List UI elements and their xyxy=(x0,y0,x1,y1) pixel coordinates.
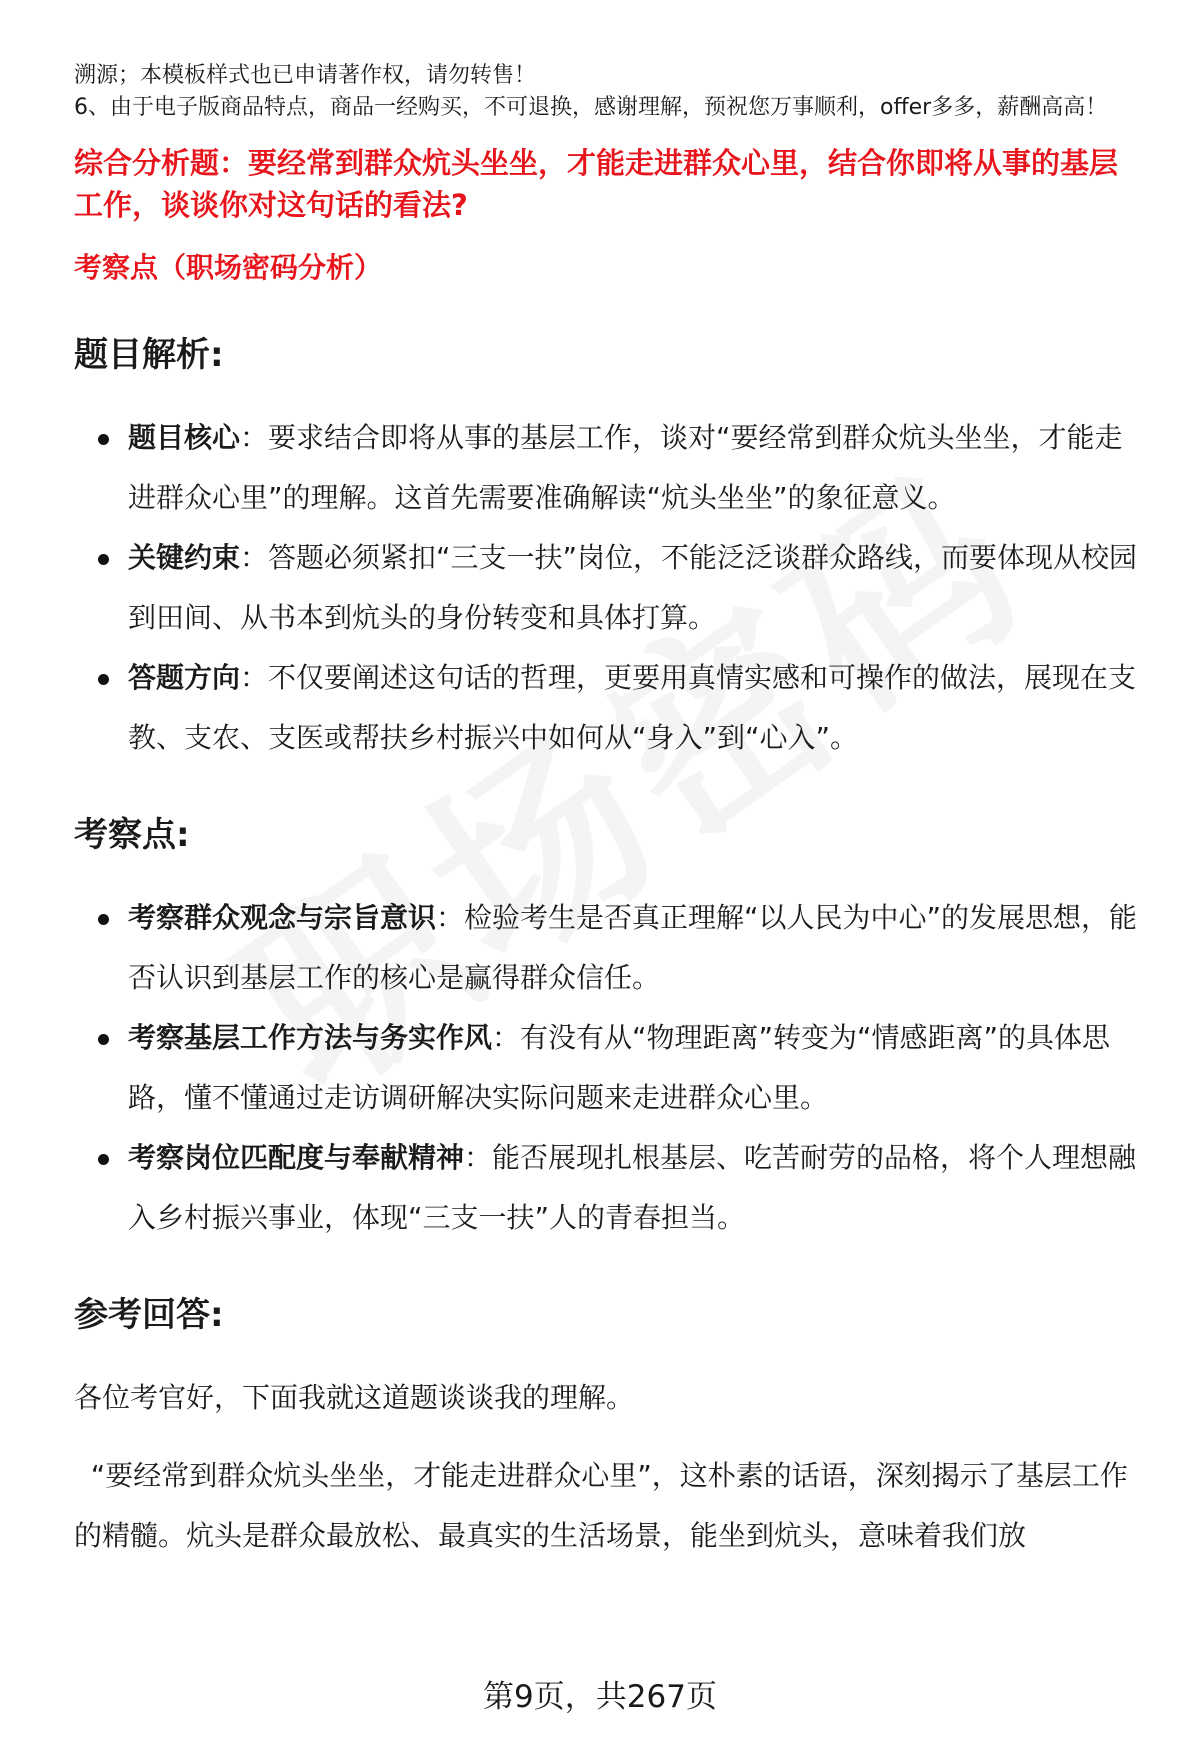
notice-line: 6、由于电子版商品特点，商品一经购买，不可退换，感谢理解，预祝您万事顺利，offer多多，薪酬高高！ xyxy=(74,95,1108,120)
item-label: 考察群众观念与宗旨意识 xyxy=(128,901,437,934)
question-title: 综合分析题：要经常到群众炕头坐坐，才能走进群众心里，结合你即将从事的基层工作，谈谈你对这句话的看法? xyxy=(74,146,1119,222)
bullet-icon xyxy=(98,1034,109,1045)
item-text: ：有没有从“物理距离”转变为“情感距离”的具体思路，懂不懂通过走访调研解决实际问题来走进群众心里。 xyxy=(128,1021,1111,1114)
question-subtitle: 考察点（职场密码分析） xyxy=(74,251,383,284)
list-item xyxy=(74,408,1146,528)
item-label: 题目核心 xyxy=(128,421,241,454)
bullet-icon xyxy=(98,914,109,925)
answer-paragraph: “要经常到群众炕头坐坐，才能走进群众心里”，这朴素的话语，深刻揭示了基层工作的精髓。炕头是群众最放松、最真实的生活场景，能坐到炕头，意味着我们放 xyxy=(74,1459,1128,1552)
bullet-icon xyxy=(98,434,109,445)
list-item xyxy=(74,888,1146,1008)
item-text: ：检验考生是否真正理解“以人民为中心”的发展思想，能否认识到基层工作的核心是赢得群众信任。 xyxy=(128,901,1138,994)
bullet-icon xyxy=(98,1154,109,1165)
section-heading-points: 考察点: xyxy=(74,815,190,855)
list-item xyxy=(74,1008,1146,1128)
item-label: 答题方向 xyxy=(128,661,241,694)
page-content xyxy=(74,0,1146,1566)
list-item xyxy=(74,648,1146,768)
answer-paragraph: 各位考官好，下面我就这道题谈谈我的理解。 xyxy=(74,1381,635,1414)
bullet-icon xyxy=(98,554,109,565)
section-heading-answer: 参考回答: xyxy=(74,1295,224,1335)
analysis-list xyxy=(74,408,1146,768)
item-text: ：要求结合即将从事的基层工作，谈对“要经常到群众炕头坐坐，才能走进群众心里”的理解。这首先需要准确解读“炕头坐坐”的象征意义。 xyxy=(128,421,1123,514)
bullet-icon xyxy=(98,674,109,685)
item-label: 考察基层工作方法与务实作风 xyxy=(128,1021,493,1054)
page-number: 第9页，共267页 xyxy=(483,1679,717,1715)
item-label: 关键约束 xyxy=(128,541,241,574)
section-heading-analysis: 题目解析: xyxy=(74,335,224,375)
item-text: ：不仅要阐述这句话的哲理，更要用真情实感和可操作的做法，展现在支教、支农、支医或帮扶乡村振兴中如何从“身入”到“心入”。 xyxy=(128,661,1137,754)
list-item xyxy=(74,528,1146,648)
item-label: 考察岗位匹配度与奉献精神 xyxy=(128,1141,465,1174)
item-text: ：能否展现扎根基层、吃苦耐劳的品格，将个人理想融入乡村振兴事业，体现“三支一扶”人的青春担当。 xyxy=(128,1141,1137,1234)
points-list xyxy=(74,888,1146,1248)
item-text: ：答题必须紧扣“三支一扶”岗位，不能泛泛谈群众路线，而要体现从校园到田间、从书本到炕头的身份转变和具体打算。 xyxy=(128,541,1138,634)
list-item xyxy=(74,1128,1146,1248)
notice-line: 溯源；本模板样式也已申请著作权，请勿转售！ xyxy=(74,63,537,88)
